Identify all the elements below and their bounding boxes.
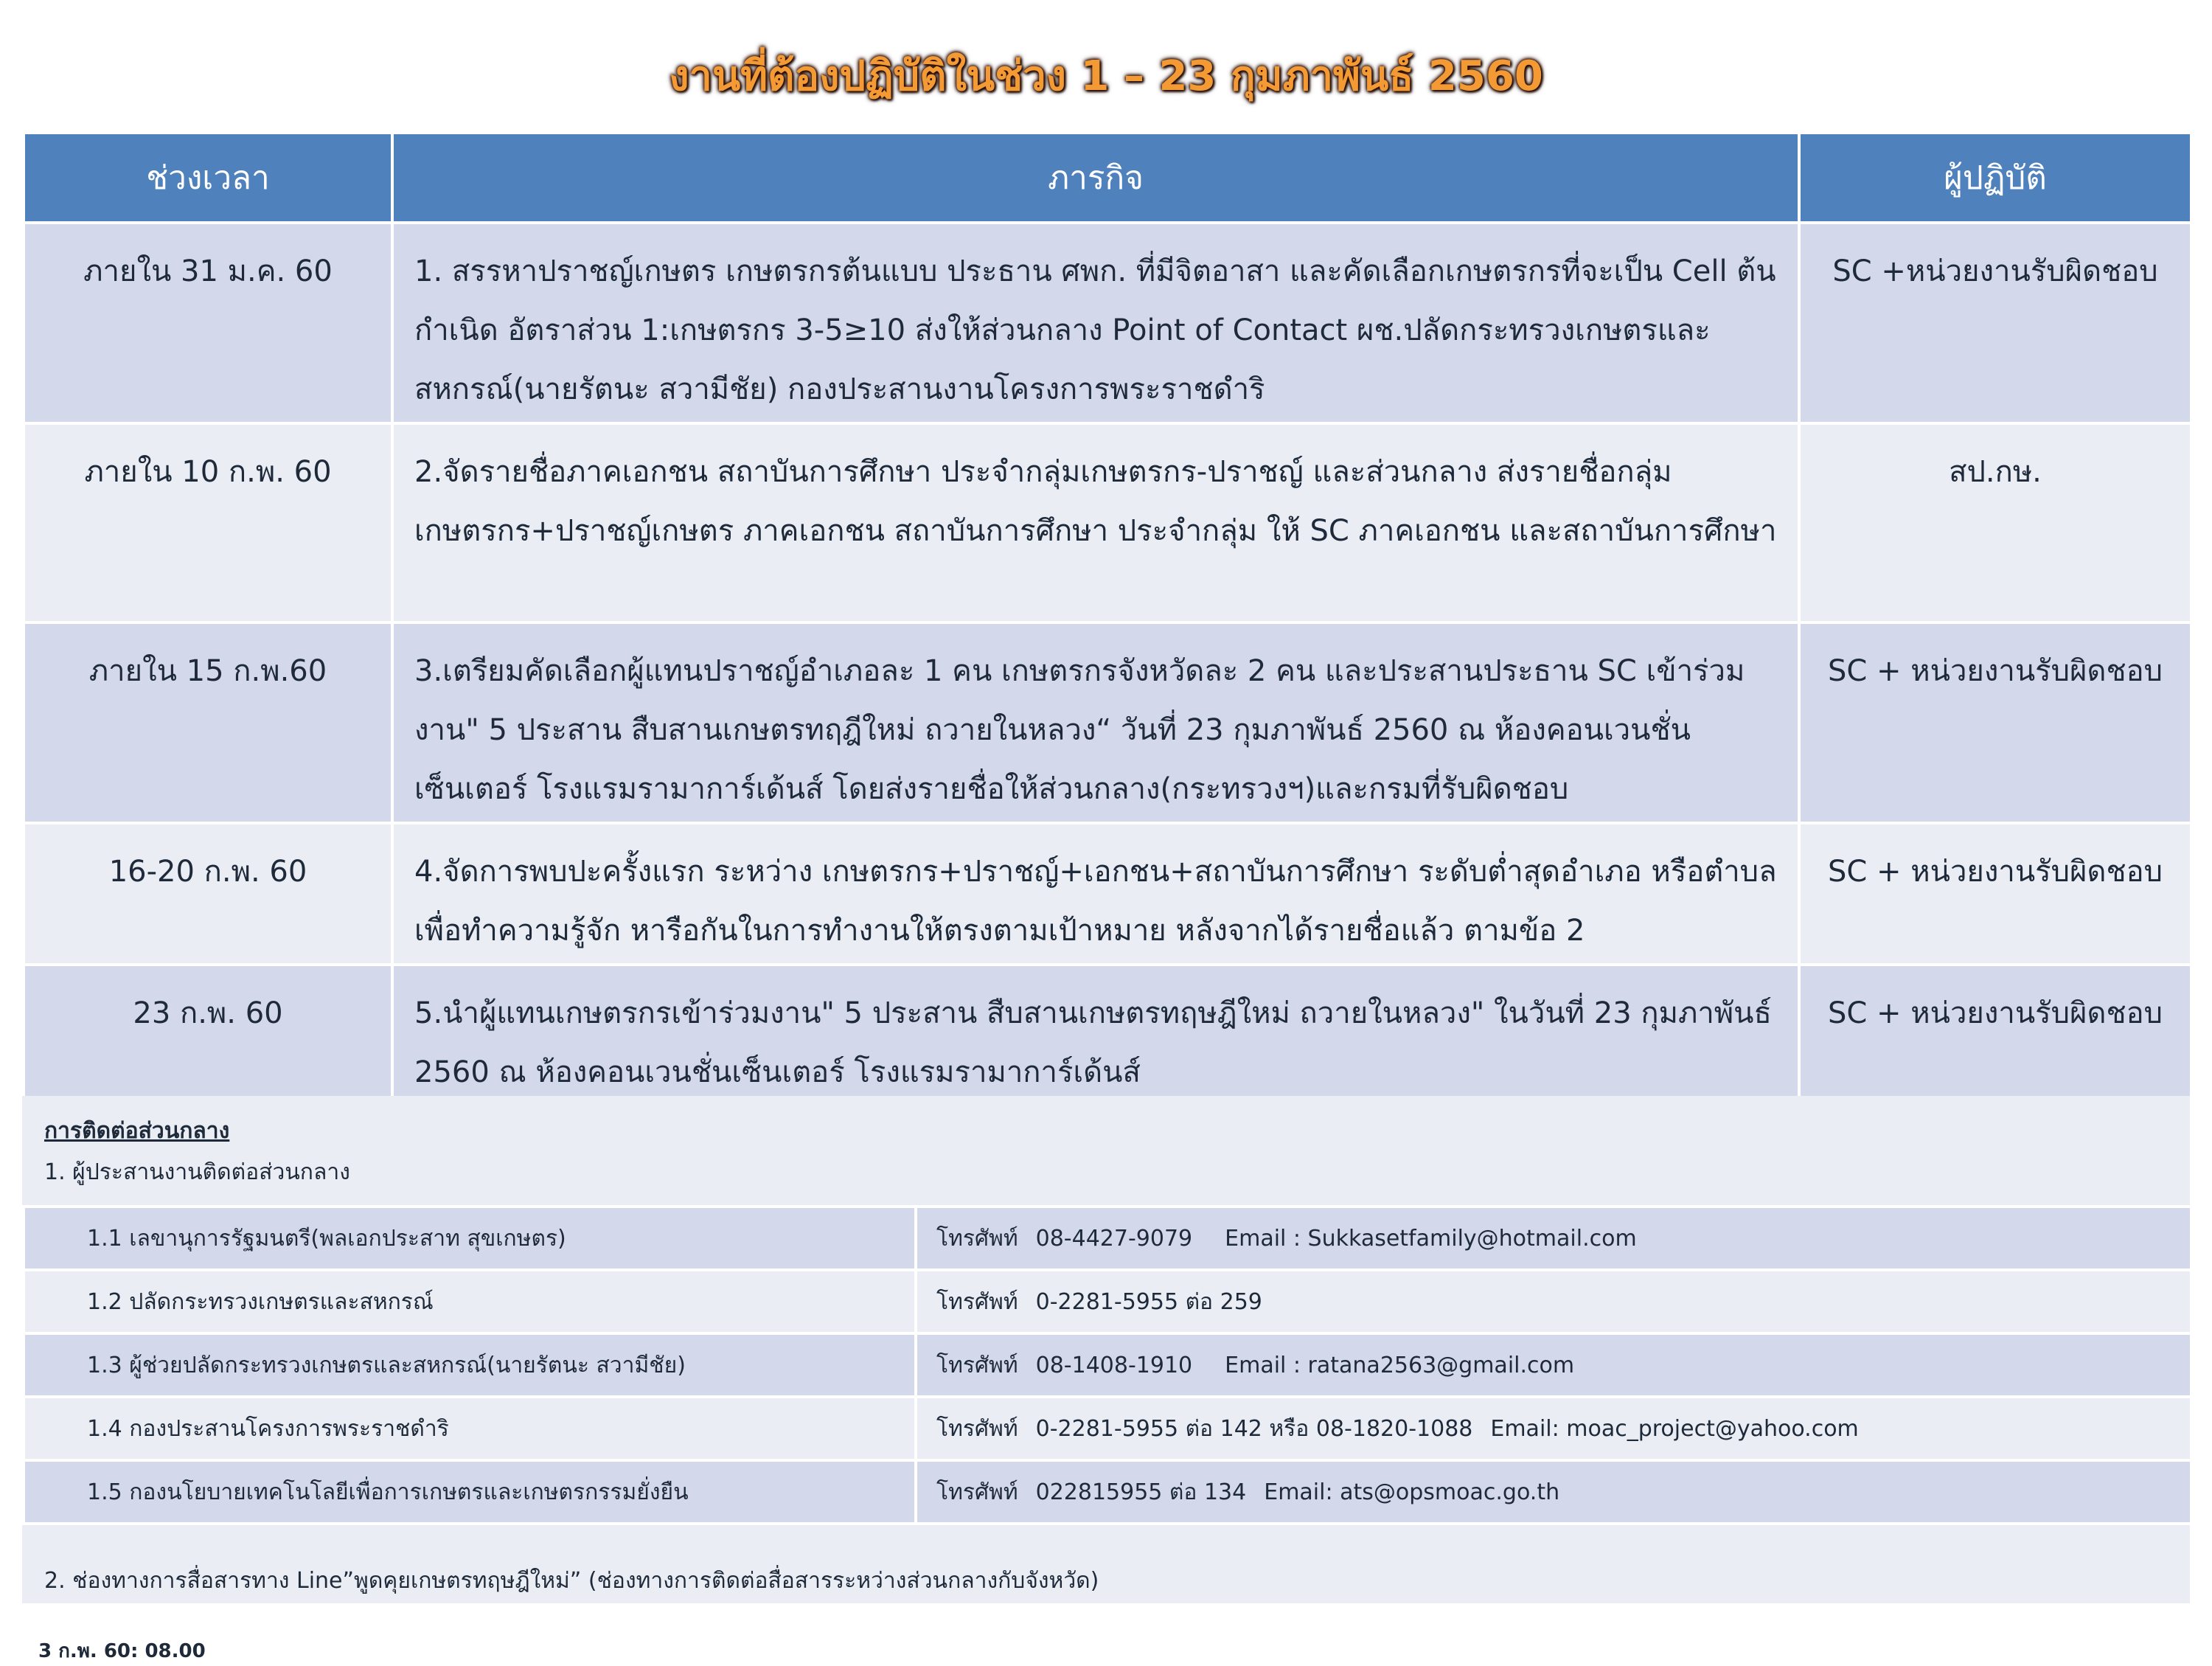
row-responsible: สป.กษ. [1799, 423, 2191, 622]
schedule-header-row [24, 133, 2191, 223]
contact-row [24, 1397, 2191, 1460]
phone-label: โทรศัพท์ [936, 1479, 1018, 1505]
row-period: ภายใน 31 ม.ค. 60 [24, 223, 392, 423]
contact-details [916, 1397, 2191, 1460]
contacts-heading: การติดต่อส่วนกลาง [44, 1118, 230, 1144]
phone-label: โทรศัพท์ [936, 1415, 1018, 1442]
contact-phone: 08-4427-9079 [1035, 1225, 1193, 1252]
footer-date: 3 ก.พ. 60: 08.00 [38, 1640, 206, 1662]
schedule-row [24, 622, 2191, 823]
row-period: ภายใน 15 ก.พ.60 [24, 622, 392, 823]
contact-row [24, 1207, 2191, 1270]
schedule-table [22, 131, 2193, 1106]
row-task: 1. สรรหาปราชญ์เกษตร เกษตรกรต้นแบบ ประธาน ศพก. ที่มีจิตอาสา และคัดเลือกเกษตรกรที่จะเป็น Cell ต้นกำเนิด อัตราส่วน 1:เกษตรกร 3-5≥10 ส่งให้ส่วนกลาง Point of Contact ผช.ปลัดกระทรวงเกษตรและสหกรณ์(นายรัตนะ สวามีชัย) กองประสานงานโครงการพระราชดำริ [392, 223, 1799, 423]
line-channel-note: 2. ช่องทางการสื่อสารทาง Line”พูดคุยเกษตรทฤษฎีใหม่” (ช่องทางการติดต่อสื่อสารระหว่างส่วนกลางกับจังหวัด) [44, 1568, 1099, 1594]
contact-phone: 08-1408-1910 [1035, 1352, 1193, 1378]
row-period: ภายใน 10 ก.พ. 60 [24, 423, 392, 622]
row-task: 2.จัดรายชื่อภาคเอกชน สถาบันการศึกษา ประจำกลุ่มเกษตรกร-ปราชญ์ และส่วนกลาง ส่งรายชื่อกลุ่มเกษตรกร+ปราชญ์เกษตร ภาคเอกชน สถาบันการศึกษา ประจำกลุ่ม ให้ SC ภาคเอกชน และสถาบันการศึกษา [392, 423, 1799, 622]
row-task: 5.นำผู้แทนเกษตรกรเข้าร่วมงาน" 5 ประสาน สืบสานเกษตรทฤษฎีใหม่ ถวายในหลวง" ในวันที่ 23 กุมภาพันธ์ 2560 ณ ห้องคอนเวนชั่นเซ็นเตอร์ โรงแรมรามาการ์เด้นส์ [392, 965, 1799, 1105]
page-title: งานที่ต้องปฏิบัติในช่วง 1 – 23 กุมภาพันธ์ 2560 [669, 52, 1543, 100]
contact-phone: 0-2281-5955 ต่อ 142 หรือ 08-1820-1088 [1035, 1415, 1473, 1442]
contact-name: 1.1 เลขานุการรัฐมนตรี(พลเอกประสาท สุขเกษตร) [24, 1207, 916, 1270]
schedule-row [24, 223, 2191, 423]
row-task: 4.จัดการพบปะครั้งแรก ระหว่าง เกษตรกร+ปราชญ์+เอกชน+สถาบันการศึกษา ระดับต่ำสุดอำเภอ หรือตำบล เพื่อทำความรู้จัก หารือกันในการทำงานให้ตรงตามเป้าหมาย หลังจากได้รายชื่อแล้ว ตามข้อ 2 [392, 823, 1799, 965]
contacts-table [22, 1205, 2193, 1525]
contact-email: Email: moac_project@yahoo.com [1490, 1415, 1859, 1442]
row-task: 3.เตรียมคัดเลือกผู้แทนปราชญ์อำเภอละ 1 คน เกษตรกรจังหวัดละ 2 คน และประสานประธาน SC เข้าร่วมงาน" 5 ประสาน สืบสานเกษตรทฤฎีใหม่ ถวายในหลวง“ วันที่ 23 กุมภาพันธ์ 2560 ณ ห้องคอนเวนชั่นเซ็นเตอร์ โรงแรมรามาการ์เด้นส์ โดยส่งรายชื่อให้ส่วนกลาง(กระทรวงฯ)และกรมที่รับผิดชอบ [392, 622, 1799, 823]
contacts-section [22, 1096, 2190, 1603]
contact-details [916, 1270, 2191, 1333]
contact-row [24, 1333, 2191, 1397]
contact-details [916, 1460, 2191, 1524]
header-period: ช่วงเวลา [24, 133, 392, 223]
schedule-row [24, 965, 2191, 1105]
header-responsible: ผู้ปฏิบัติ [1799, 133, 2191, 223]
row-responsible: SC +หน่วยงานรับผิดชอบ [1799, 223, 2191, 423]
contact-email: Email : Sukkasetfamily@hotmail.com [1225, 1225, 1637, 1252]
row-responsible: SC + หน่วยงานรับผิดชอบ [1799, 965, 2191, 1105]
contact-row [24, 1270, 2191, 1333]
contact-details [916, 1207, 2191, 1270]
header-task: ภารกิจ [392, 133, 1799, 223]
contact-name: 1.5 กองนโยบายเทคโนโลยีเพื่อการเกษตรและเกษตรกรรมยั่งยืน [24, 1460, 916, 1524]
contact-details [916, 1333, 2191, 1397]
contact-name: 1.2 ปลัดกระทรวงเกษตรและสหกรณ์ [24, 1270, 916, 1333]
row-responsible: SC + หน่วยงานรับผิดชอบ [1799, 823, 2191, 965]
phone-label: โทรศัพท์ [936, 1352, 1018, 1378]
contact-phone: 0-2281-5955 ต่อ 259 [1035, 1288, 1262, 1315]
row-period: 23 ก.พ. 60 [24, 965, 392, 1105]
contact-name: 1.4 กองประสานโครงการพระราชดำริ [24, 1397, 916, 1460]
contact-row [24, 1460, 2191, 1524]
schedule-row [24, 423, 2191, 622]
row-responsible: SC + หน่วยงานรับผิดชอบ [1799, 622, 2191, 823]
phone-label: โทรศัพท์ [936, 1288, 1018, 1315]
phone-label: โทรศัพท์ [936, 1225, 1018, 1252]
row-period: 16-20 ก.พ. 60 [24, 823, 392, 965]
schedule-row [24, 823, 2191, 965]
contact-phone: 022815955 ต่อ 134 [1035, 1479, 1247, 1505]
contact-email: Email: ats@opsmoac.go.th [1264, 1479, 1560, 1505]
contacts-coordinator-line: 1. ผู้ประสานงานติดต่อส่วนกลาง [44, 1159, 350, 1185]
contact-name: 1.3 ผู้ช่วยปลัดกระทรวงเกษตรและสหกรณ์(นายรัตนะ สวามีชัย) [24, 1333, 916, 1397]
contact-email: Email : ratana2563@gmail.com [1225, 1352, 1575, 1378]
